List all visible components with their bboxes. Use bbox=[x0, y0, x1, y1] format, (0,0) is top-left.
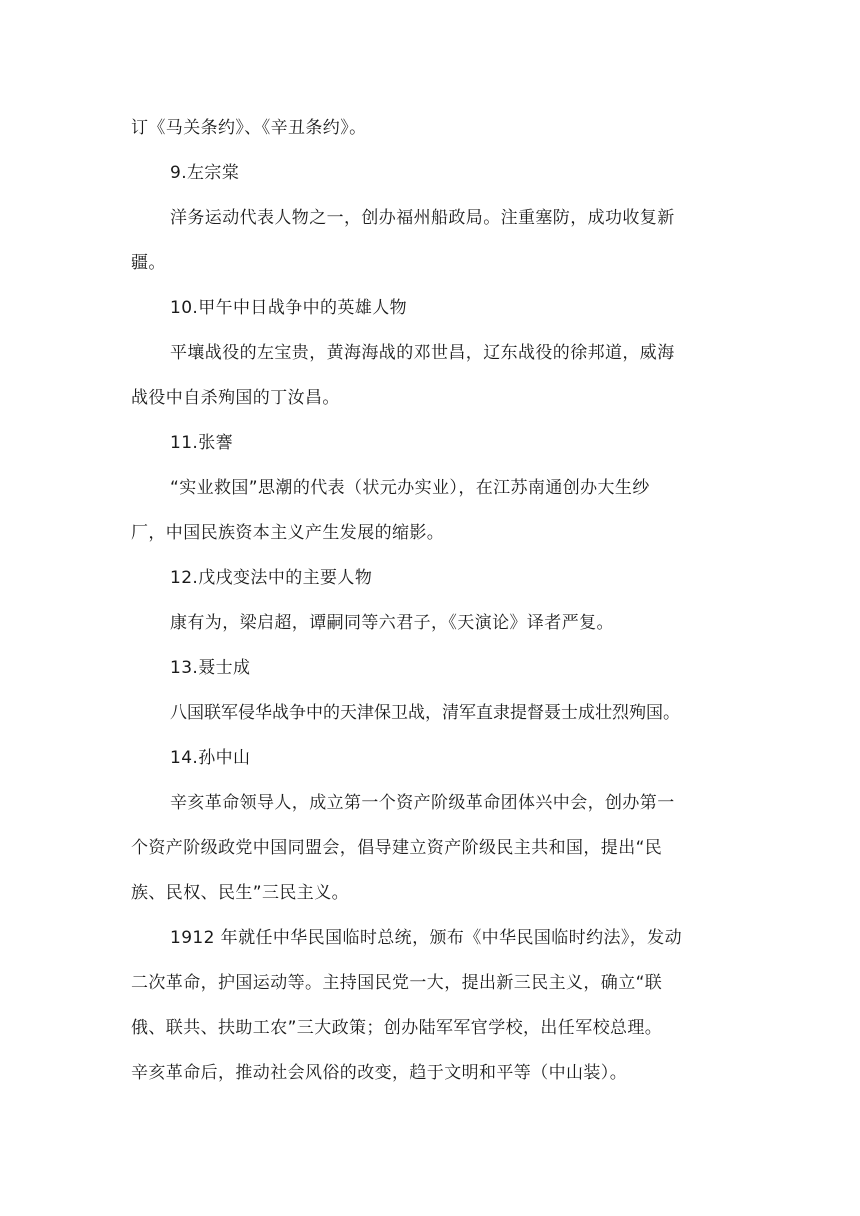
text-line: 洋务运动代表人物之一，创办福州船政局。注重塞防，成功收复新 bbox=[170, 208, 675, 228]
text-line: 俄、联共、扶助工农”三大政策；创办陆军军官学校，出任军校总理。 bbox=[131, 1018, 663, 1038]
text-line: 辛亥革命领导人，成立第一个资产阶级革命团体兴中会，创办第一 bbox=[170, 793, 675, 813]
text-line: 族、民权、民生”三民主义。 bbox=[131, 883, 350, 903]
text-line: 疆。 bbox=[131, 253, 166, 273]
text-line: 康有为，梁启超，谭嗣同等六君子，《天演论》译者严复。 bbox=[170, 613, 614, 633]
text-line: 二次革命，护国运动等。主持国民党一大，提出新三民主义，确立“联 bbox=[131, 973, 663, 993]
text-line: 八国联军侵华战争中的天津保卫战，清军直隶提督聂士成壮烈殉国。 bbox=[170, 703, 680, 723]
section-heading: 10.甲午中日战争中的英雄人物 bbox=[170, 298, 408, 318]
text-line: 订《马关条约》、《辛丑条约》。 bbox=[131, 118, 367, 138]
section-heading: 11.张謇 bbox=[170, 433, 234, 453]
text-line: 1912 年就任中华民国临时总统，颁布《中华民国临时约法》，发动 bbox=[170, 928, 682, 948]
text-line: 个资产阶级政党中国同盟会，倡导建立资产阶级民主共和国，提出“民 bbox=[131, 838, 663, 858]
text-line: 厂，中国民族资本主义产生发展的缩影。 bbox=[131, 523, 445, 543]
text-line: 平壤战役的左宝贵，黄海海战的邓世昌，辽东战役的徐邦道，威海 bbox=[170, 343, 675, 363]
section-heading: 12.戊戌变法中的主要人物 bbox=[170, 568, 373, 588]
section-heading: 14.孙中山 bbox=[170, 748, 251, 768]
section-heading: 13.聂士成 bbox=[170, 658, 251, 678]
text-line: 战役中自杀殉国的丁汝昌。 bbox=[131, 388, 340, 408]
text-line: 辛亥革命后，推动社会风俗的改变，趋于文明和平等（中山装）。 bbox=[131, 1063, 628, 1083]
text-line: “实业救国”思潮的代表（状元办实业），在江苏南通创办大生纱 bbox=[170, 478, 650, 498]
section-heading: 9.左宗棠 bbox=[170, 163, 240, 183]
